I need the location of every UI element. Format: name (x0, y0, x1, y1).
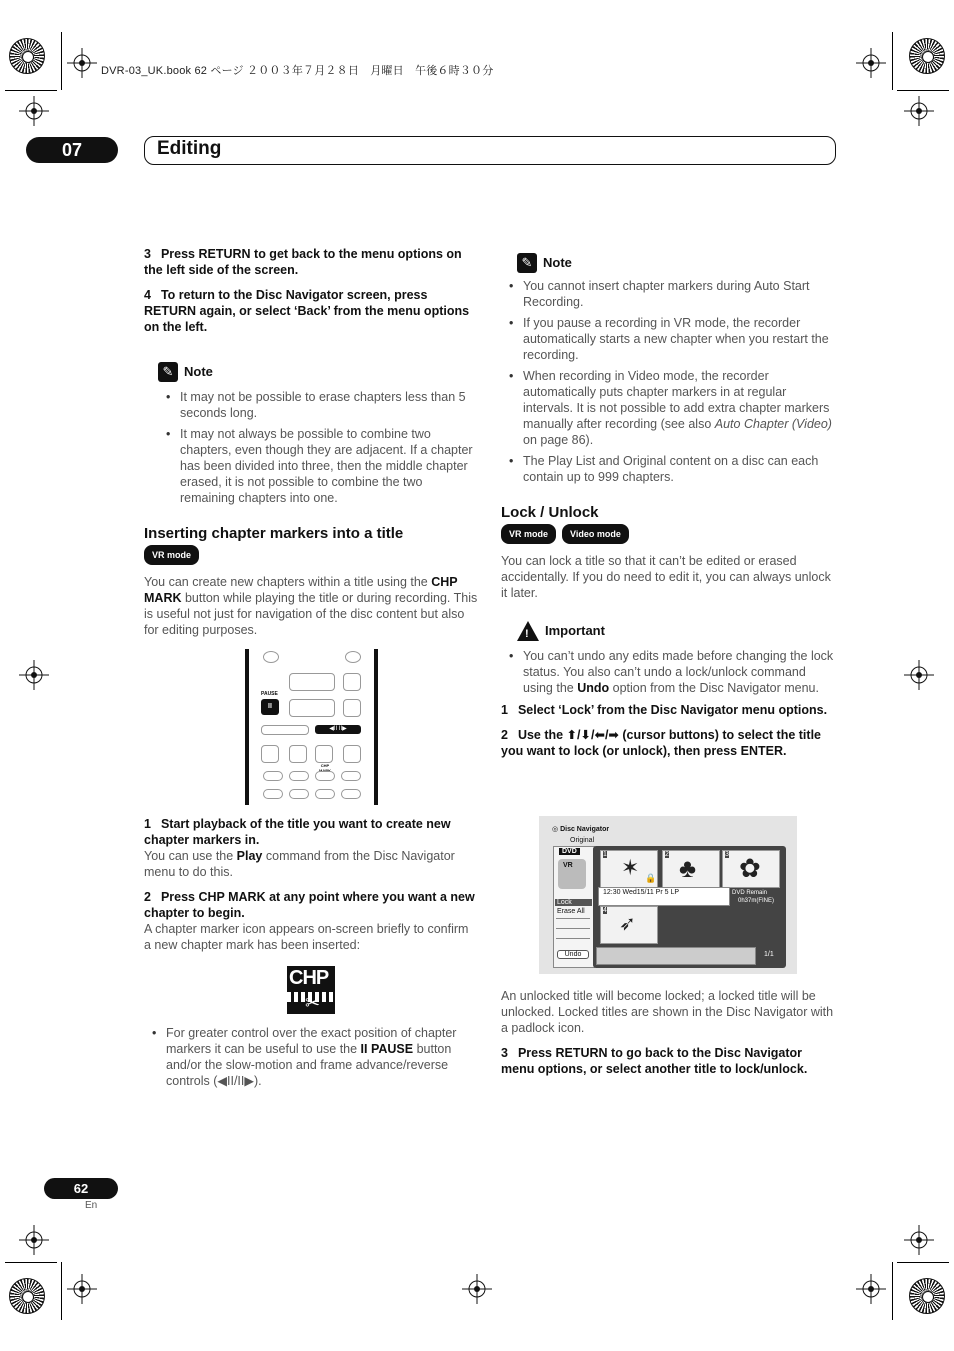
crosshair-icon (904, 660, 934, 690)
disc-icon: ◎ (552, 826, 561, 833)
tree-icon: ♣ (679, 853, 697, 883)
registration-rosette-icon (9, 38, 45, 74)
section-intro: You can create new chapters within a title using the CHP MARK button while playing the title or during recording. This is useful not just for navigation of the disc content but also for editing purposes. (144, 575, 478, 637)
crop-line (5, 90, 57, 91)
crop-line (5, 1262, 57, 1263)
step-3: 3 Press RETURN to get back to the menu options on the left side of the screen. (144, 247, 462, 277)
left-column-lower (144, 816, 478, 953)
mode-badges (144, 545, 478, 565)
note-item: • When recording in Video mode, the recorder automatically puts chapter markers in at regular intervals. It is not possible to add extra chapter markers manually after recording (see also Auto Chapter (Video) on page 86). (523, 368, 835, 448)
note-block (158, 362, 478, 506)
step-2: 2 Use the ⬆/⬇/⬅/➡ (cursor buttons) to select the title you want to lock (or unlock), then press ENTER. (501, 728, 821, 758)
mode-badges (501, 524, 835, 544)
note-item: • If you pause a recording in VR mode, the recorder automatically starts a new chapter when you restart the recording. (523, 315, 835, 363)
step-3: 3 Press RETURN to go back to the Disc Navigator menu options, or select another title to lock/unlock. (501, 1046, 808, 1076)
step-2: 2 Press CHP MARK at any point where you want a new chapter to begin. (144, 890, 475, 920)
bird-icon: ➶ (619, 913, 636, 935)
chapter-title: Editing (157, 138, 222, 159)
left-column (144, 246, 478, 638)
step-1-body: You can use the Play command from the Disc Navigator menu to do this. (144, 849, 455, 879)
chapter-title-bar (144, 136, 836, 165)
chp-icon-text: CHP (289, 967, 329, 989)
section-intro: You can lock a title so that it can’t be edited or erased accidentally. If you do need to edit it, you can always unlock it later. (501, 554, 831, 600)
crop-line (892, 1262, 893, 1320)
video-mode-badge: Video mode (562, 524, 629, 544)
crop-line (61, 1262, 62, 1320)
tip-list (144, 1025, 478, 1089)
step-1: 1 Select ‘Lock’ from the Disc Navigator menu options. (501, 703, 828, 717)
scissors-icon: ✂ (305, 993, 321, 1013)
crosshair-icon (462, 1274, 492, 1304)
undo-button[interactable]: Undo (557, 950, 589, 959)
note-item: • You cannot insert chapter markers during Auto Start Recording. (523, 278, 835, 310)
registration-rosette-icon (909, 38, 945, 74)
crop-line (897, 1262, 949, 1263)
step-1: 1 Start playback of the title you want to create new chapter markers in. (144, 817, 451, 847)
menu-item-erase-all[interactable]: Erase All (557, 908, 585, 915)
step-4: 4 To return to the Disc Navigator screen, press RETURN again, or select ‘Back’ from the menu options on the left. (144, 288, 470, 334)
note-heading: ✎ Note (517, 253, 835, 273)
pause-label: PAUSE (261, 691, 278, 697)
important-item: • You can’t undo any edits made before changing the lock status. You also can’t undo a lock/unlock command using the Undo option from the Disc Navigator menu. (523, 648, 835, 696)
note-item: • It may not be possible to erase chapters less than 5 seconds long. (180, 389, 478, 421)
crop-line (897, 90, 949, 91)
note-block (517, 253, 835, 485)
flower-icon: ✿ (739, 853, 761, 883)
file-info-line: DVR-03_UK.book 62 ページ ２００３年７月２８日 月曜日 午後６時３０分 (101, 65, 494, 77)
language-code: En (85, 1200, 98, 1211)
section-title: Inserting chapter markers into a title (144, 525, 404, 542)
original-tab: Original (570, 837, 595, 844)
remote-edge (245, 649, 249, 805)
crosshair-icon (904, 1225, 934, 1255)
important-heading: ! Important (517, 621, 835, 641)
remote-edge (374, 649, 378, 805)
dvd-remain-value: 0h37m(FINE) (738, 898, 775, 904)
disc-navigator-title: ◎ Disc Navigator (552, 826, 610, 833)
osd-status-bar (596, 947, 756, 965)
crosshair-icon (904, 96, 934, 126)
step-2-body: A chapter marker icon appears on-screen briefly to confirm a new chapter mark has been inserted: (144, 922, 469, 952)
crosshair-icon (19, 1225, 49, 1255)
title-thumbnail[interactable]: 1 ✶ 🔒 (600, 850, 658, 888)
crosshair-icon (856, 1274, 886, 1304)
slow-motion-buttons: ◀II II▶ (315, 725, 361, 734)
leaf-icon: ✶ (621, 855, 640, 880)
menu-item-lock[interactable]: Lock (555, 899, 592, 906)
padlock-icon: 🔒 (645, 873, 657, 883)
crosshair-icon (19, 96, 49, 126)
right-column (501, 253, 835, 759)
note-list (158, 389, 478, 506)
note-list (517, 278, 835, 485)
title-thumbnail[interactable]: 2 ♣ (662, 850, 720, 888)
important-list (517, 648, 835, 696)
registration-rosette-icon (909, 1278, 945, 1314)
crosshair-icon (67, 1274, 97, 1304)
lock-result-text: An unlocked title will become locked; a locked title will be unlocked. Locked titles are shown in the Disc Navigator with a padlock icon. (501, 989, 834, 1035)
crosshair-icon (67, 48, 97, 78)
pencil-note-icon: ✎ (517, 253, 537, 273)
tip-item: • For greater control over the exact position of chapter markers it can be useful to use the II PAUSE button and/or the slow-motion and frame advance/reverse controls (◀II/II▶). (166, 1025, 478, 1089)
dvd-remain-label: DVD Remain (732, 890, 768, 896)
crop-line (892, 32, 893, 90)
chapter-number-badge: 07 (26, 137, 118, 163)
dvd-logo: DVD (559, 848, 580, 855)
important-block (517, 621, 835, 696)
pause-button: II (261, 699, 279, 715)
chapter-marker-icon (287, 966, 335, 1014)
page-indicator: 1/1 (764, 951, 774, 958)
right-column-lower (501, 988, 835, 1077)
title-thumbnail[interactable]: 4 ➶ (600, 906, 658, 944)
note-heading: ✎ Note (158, 362, 478, 382)
page-number: 62 (44, 1178, 118, 1199)
crosshair-icon (856, 48, 886, 78)
pencil-note-icon: ✎ (158, 362, 178, 382)
remote-control-illustration (245, 649, 378, 805)
title-thumbnail[interactable]: 3 ✿ (722, 850, 780, 888)
section-title: Lock / Unlock (501, 504, 599, 521)
crop-line (61, 32, 62, 90)
left-bullet-block (144, 1025, 478, 1094)
note-item: • It may not always be possible to combine two chapters, even though they are adjacent. If a chapter has been divided into three, then the middle chapter erased, it is not possible to combine the two remaining chapters into one. (180, 426, 478, 506)
note-item: • The Play List and Original content on a disc can each contain up to 999 chapters. (523, 453, 835, 485)
crosshair-icon (19, 660, 49, 690)
registration-rosette-icon (9, 1278, 45, 1314)
warning-icon: ! (517, 621, 539, 641)
vr-mode-badge: VR mode (144, 545, 199, 565)
vr-label: VR (563, 862, 573, 869)
chp-mark-label: CHP (320, 763, 330, 768)
vr-mode-badge: VR mode (501, 524, 556, 544)
title-info: 12:30 Wed15/11 Pr 5 LP (603, 889, 680, 896)
